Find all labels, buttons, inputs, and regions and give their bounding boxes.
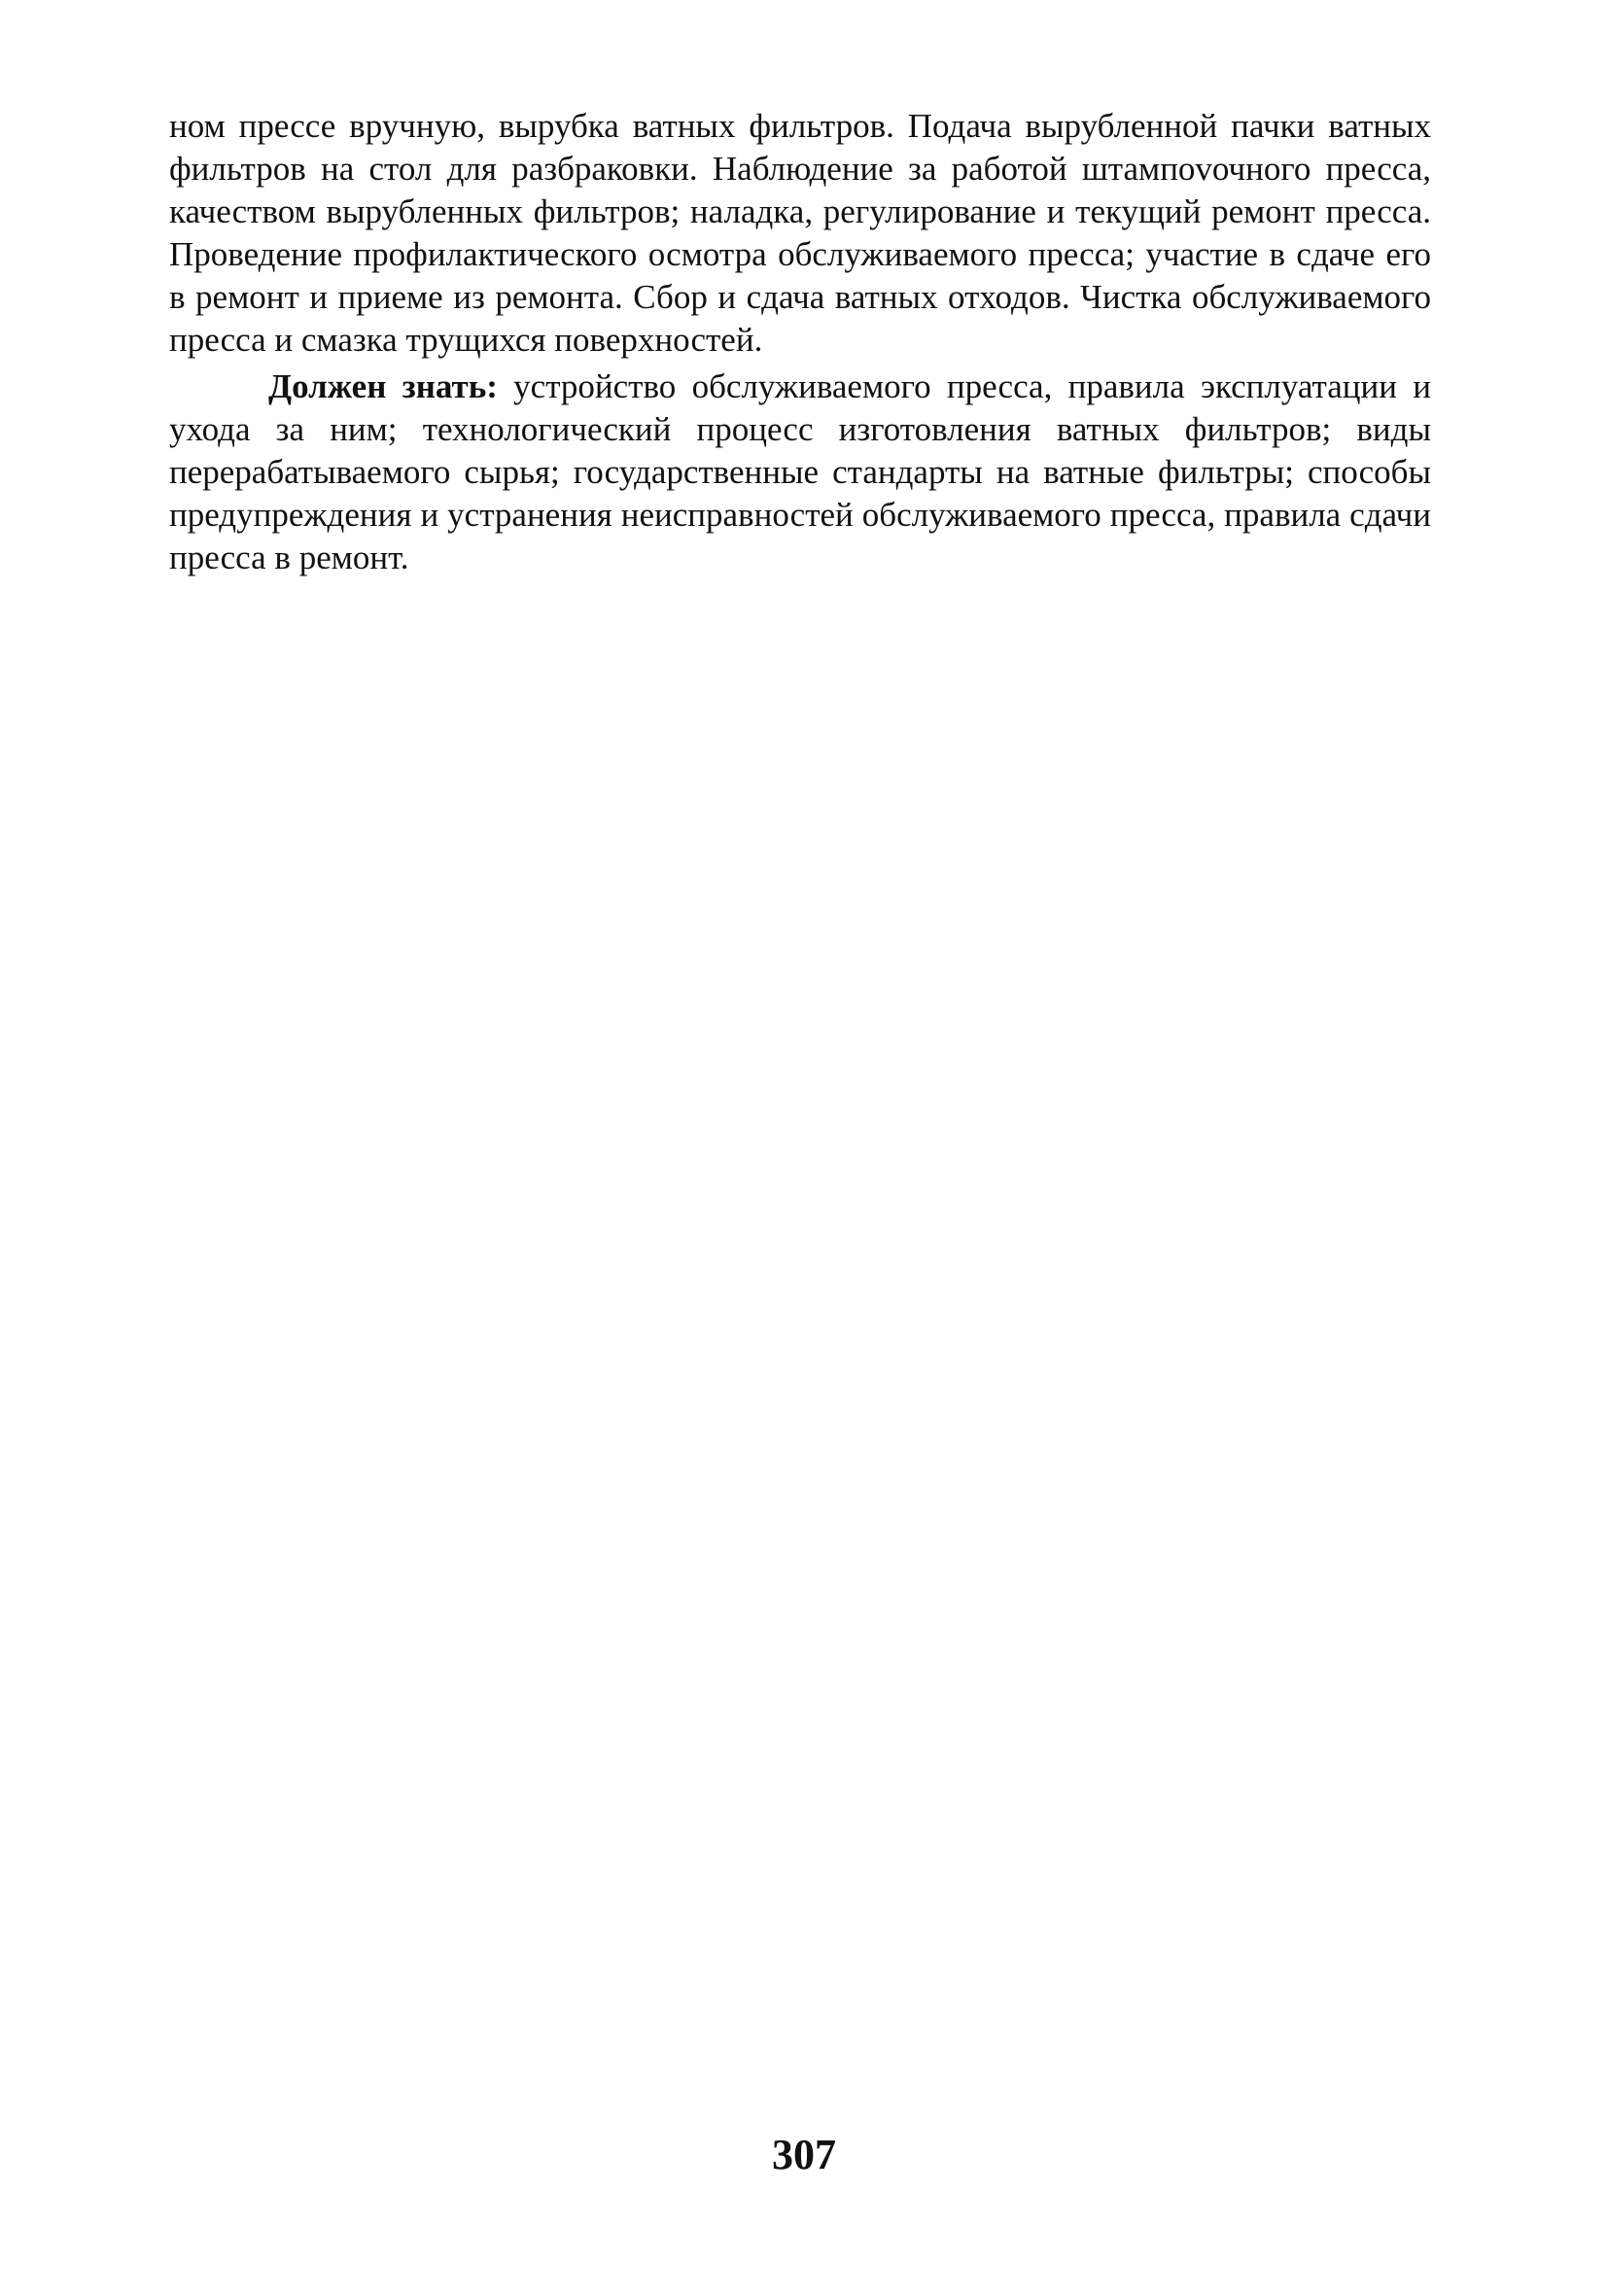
knowledge-requirements-paragraph [169, 365, 1431, 579]
knowledge-lead-term: Должен знать: [268, 367, 498, 405]
work-description-paragraph: ном прессе вручную, вырубка ватных фильтров. Подача вырубленной пачки ватных фильтров на стол для разбраковки. Наблюдение за работой штампоvочного пресса, качеством вырубленных фильтров; наладка, регулирование и текущий ремонт пресса. Проведение профилактического осмотра обслуживаемого пресса; участие в сдаче его в ремонт и приеме из ремонта. Сбор и сдача ватных отходов. Чистка обслуживаемого пресса и смазка трущихся поверхностей. [169, 107, 1431, 359]
page-body [169, 105, 1431, 579]
knowledge-requirements-text: устройство обслуживаемого пресса, правила эксплуатации и ухода за ним; технологический процесс изготовления ватных фильтров; виды перерабатываемого сырья; государственные стандарты на ватные фильтры; способы предупреждения и устранения неисправностей обслуживаемого пресса, правила сдачи пресса в ремонт. [169, 367, 1431, 576]
page-number: 307 [772, 2131, 836, 2178]
